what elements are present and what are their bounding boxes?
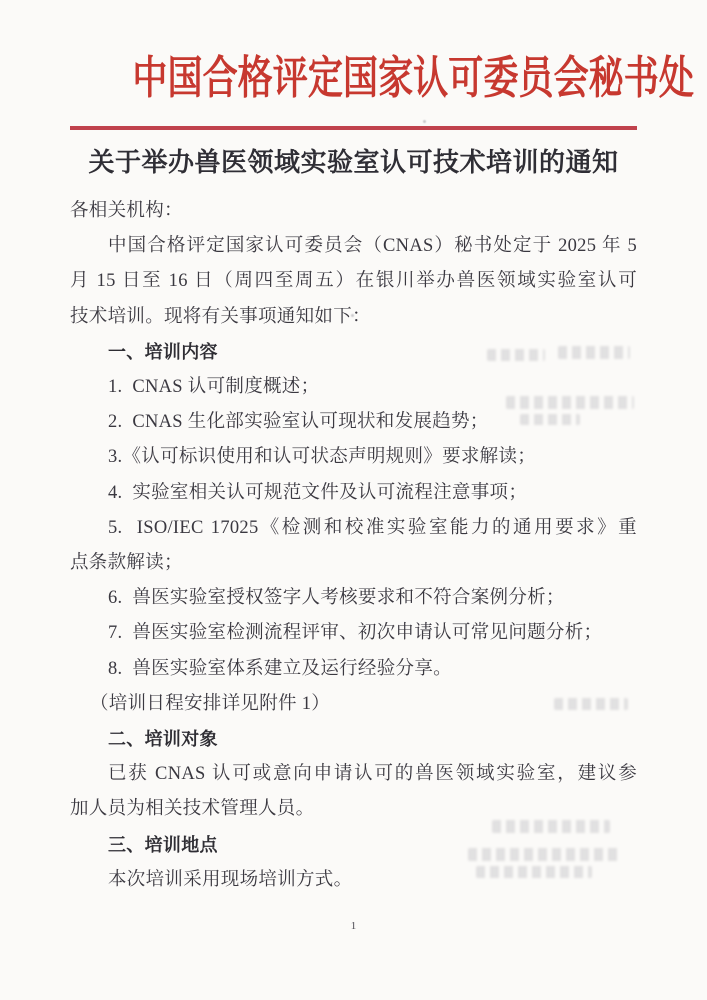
body-line: （培训日程安排详见附件 1） — [90, 693, 331, 714]
bleedthrough-mark — [520, 414, 580, 425]
body-line: 二、培训对象 — [108, 729, 218, 750]
body-line: 6. 兽医实验室授权签字人考核要求和不符合案例分析； — [108, 588, 565, 609]
page-number: 1 — [350, 920, 357, 932]
body-line: 三、培训地点 — [108, 834, 218, 855]
bleedthrough-mark — [476, 866, 592, 878]
bleedthrough-mark — [487, 349, 545, 361]
bleedthrough-mark — [468, 848, 620, 861]
body-line: 点条款解读； — [70, 553, 183, 574]
body-line: 8. 兽医实验室体系建立及运行经验分享。 — [108, 658, 452, 679]
body-line: 7. 兽医实验室检测流程评审、初次申请认可常见问题分析； — [108, 623, 603, 644]
letterhead — [70, 53, 694, 130]
body-line: 月 15 日至 16 日（周四至周五）在银川举办兽医领域实验室认可 — [70, 271, 637, 292]
body-line: 5. ISO/IEC 17025《检测和校准实验室能力的通用要求》重 — [108, 517, 637, 538]
scan-noise-speck — [351, 314, 354, 317]
body-line: 本次培训采用现场培训方式。 — [108, 869, 353, 890]
red-divider-rule — [70, 126, 637, 130]
body-line: 4. 实验室相关认可规范文件及认可流程注意事项； — [108, 482, 528, 503]
scan-noise-speck — [423, 120, 426, 123]
bleedthrough-mark — [506, 396, 634, 409]
body-line: 已获 CNAS 认可或意向申请认可的兽医领域实验室，建议参 — [108, 764, 637, 785]
bleedthrough-mark — [554, 698, 628, 710]
body-line: 中国合格评定国家认可委员会（CNAS）秘书处定于 2025 年 5 — [108, 236, 637, 257]
body-line: 技术培训。现将有关事项通知如下： — [70, 306, 371, 327]
body-line: 一、培训内容 — [108, 341, 218, 362]
body-line: 3.《认可标识使用和认可状态声明规则》要求解读； — [108, 447, 537, 468]
bleedthrough-mark — [558, 346, 630, 359]
doc-title: 关于举办兽医领域实验室认可技术培训的通知 — [88, 148, 619, 177]
bleedthrough-mark — [492, 820, 610, 833]
body-line: 1. CNAS 认可制度概述； — [108, 377, 320, 398]
doc-body — [70, 194, 637, 898]
body-line: 各相关机构： — [70, 201, 183, 221]
body-line: 加人员为相关技术管理人员。 — [70, 799, 315, 820]
org-name: 中国合格评定国家认可委员会秘书处 — [132, 53, 694, 103]
body-line: 2. CNAS 生化部实验室认可现状和发展趋势； — [108, 412, 489, 433]
